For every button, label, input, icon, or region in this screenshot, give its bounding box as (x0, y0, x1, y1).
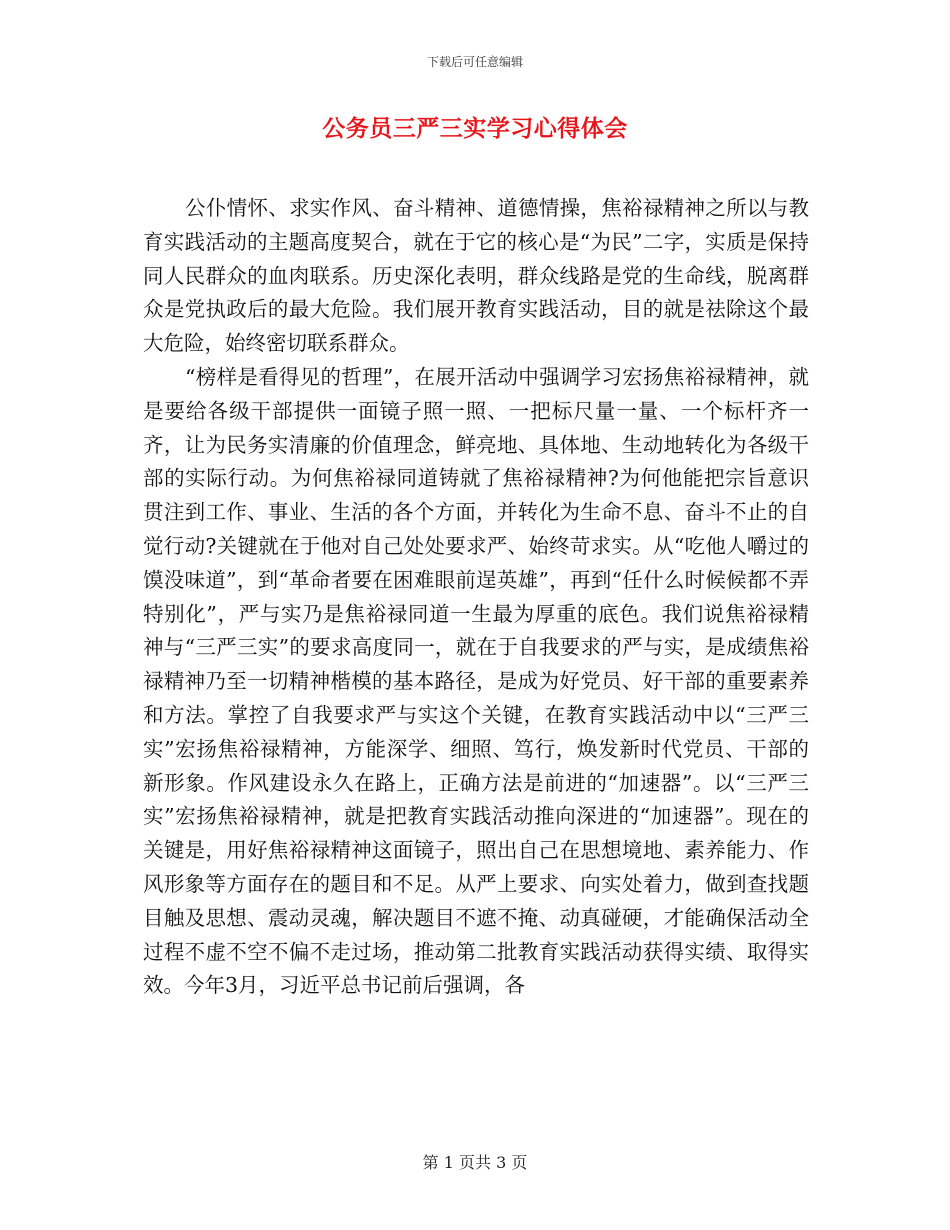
paragraph-2: “榜样是看得见的哲理”，在展开活动中强调学习宏扬焦裕禄精神，就是要给各级干部提供一面镜子照一照、一把标尺量一量、一个标杆齐一齐，让为民务实清廉的价值理念，鲜亮地、具体地、生动地转化为各级干部的实际行动。为何焦裕禄同道铸就了焦裕禄精神?为何他能把宗旨意识贯注到工作、事业、生活的各个方面，并转化为生命不息、奋斗不止的自觉行动?关键就在于他对自己处处要求严、始终苛求实。从“吃他人嚼过的馍没味道”，到“革命者要在困难眼前逞英雄”，再到“任什么时候候都不弄特别化”，严与实乃是焦裕禄同道一生最为厚重的底色。我们说焦裕禄精神与“三严三实”的要求高度同一，就在于自我要求的严与实，是成绩焦裕禄精神乃至一切精神楷模的基本路径，是成为好党员、好干部的重要素养和方法。掌控了自我要求严与实这个关键，在教育实践活动中以“三严三实”宏扬焦裕禄精神，方能深学、细照、笃行，焕发新时代党员、干部的新形象。作风建设永久在路上，正确方法是前进的“加速器”。以“三严三实”宏扬焦裕禄精神，就是把教育实践活动推向深进的“加速器”。现在的关键是，用好焦裕禄精神这面镜子，照出自己在思想境地、素养能力、作风形象等方面存在的题目和不足。从严上要求、向实处着力，做到查找题目触及思想、震动灵魂，解决题目不遮不掩、动真碰硬，才能确保活动全过程不虚不空不偏不走过场，推动第二批教育实践活动获得实绩、取得实效。今年3月，习近平总书记前后强调，各 (143, 364, 809, 998)
page-number: 第 1 页共 3 页 (422, 1153, 528, 1172)
document-body (143, 192, 809, 1003)
document-title: 公务员三严三实学习心得体会 (322, 115, 628, 142)
page-header: 下载后可任意编辑 (426, 55, 523, 69)
paragraph-1: 公仆情怀、求实作风、奋斗精神、道德情操，焦裕禄精神之所以与教育实践活动的主题高度契合，就在于它的核心是“为民”二字，实质是保持同人民群众的血肉联系。历史深化表明，群众线路是党的生命线，脱离群众是党执政后的最大危险。我们展开教育实践活动，目的就是祛除这个最大危险，始终密切联系群众。 (143, 196, 809, 356)
